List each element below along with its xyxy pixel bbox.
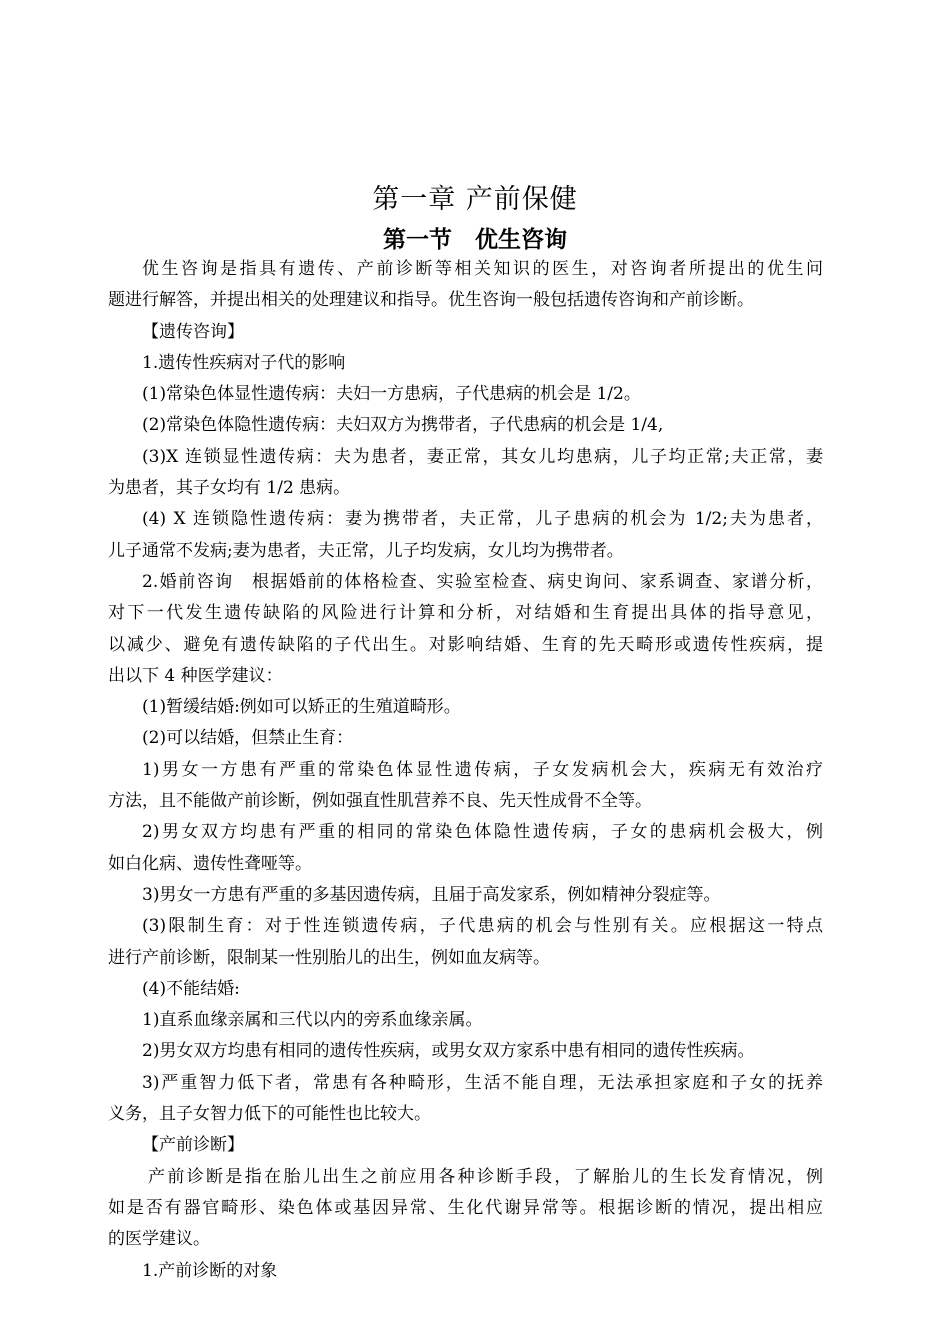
- text-line: (4)不能结婚:: [142, 978, 240, 999]
- chapter-title: 第一章 产前保健: [372, 184, 578, 215]
- text-line: 2)男女双方均患有相同的遗传性疾病，或男女双方家系中患有相同的遗传性疾病。: [142, 1041, 755, 1062]
- text-line: 优生咨询是指具有遗传、产前诊断等相关知识的医生，对咨询者所提出的优生问: [142, 259, 823, 279]
- text-line: 【产前诊断】: [142, 1135, 244, 1156]
- text-line: (1)暂缓结婚:例如可以矫正的生殖道畸形。: [142, 697, 461, 718]
- text-line: 2.婚前咨询 根据婚前的体格检查、实验室检查、病史询问、家系调查、家谱分析，: [142, 571, 823, 592]
- text-line: 题进行解答，并提出相关的处理建议和指导。优生咨询一般包括遗传咨询和产前诊断。: [108, 290, 754, 311]
- text-line: 1)男女一方患有严重的常染色体显性遗传病，子女发病机会大，疾病无有效治疗: [142, 759, 823, 780]
- text-line: 义务，且子女智力低下的可能性也比较大。: [108, 1104, 431, 1125]
- text-line: 如是否有器官畸形、染色体或基因异常、生化代谢异常等。根据诊断的情况，提出相应: [108, 1197, 823, 1218]
- text-line: (2)可以结婚，但禁止生育：: [142, 728, 354, 749]
- text-line: 产前诊断是指在胎儿出生之前应用各种诊断手段，了解胎儿的生长发育情况，例: [148, 1166, 823, 1187]
- text-line: 1.产前诊断的对象: [142, 1260, 278, 1281]
- text-line: 1.遗传性疾病对子代的影响: [142, 352, 346, 373]
- body-text: [108, 254, 823, 1287]
- text-line: (4) X 连锁隐性遗传病：妻为携带者，夫正常，儿子患病的机会为 1/2;夫为患者，: [142, 509, 823, 530]
- text-line: 儿子通常不发病;妻为患者，夫正常，儿子均发病，女儿均为携带者。: [108, 540, 624, 561]
- text-line: 1)直系血缘亲属和三代以内的旁系血缘亲属。: [142, 1010, 483, 1031]
- text-line: 的医学建议。: [108, 1229, 210, 1250]
- text-line: (2)常染色体隐性遗传病：夫妇双方为携带者，子代患病的机会是 1/4,: [142, 415, 664, 436]
- text-line: (3)限制生育：对于性连锁遗传病，子代患病的机会与性别有关。应根据这一特点: [142, 916, 823, 937]
- text-line: 以减少、避免有遗传缺陷的子代出生。对影响结婚、生育的先天畸形或遗传性疾病，提: [108, 634, 823, 655]
- text-line: 3)男女一方患有严重的多基因遗传病，且届于高发家系，例如精神分裂症等。: [142, 884, 721, 905]
- text-line: (1)常染色体显性遗传病：夫妇一方患病，子代患病的机会是 1/2。: [142, 384, 641, 405]
- text-line: 为患者，其子女均有 1/2 患病。: [108, 478, 351, 499]
- text-line: 出以下 4 种医学建议：: [108, 665, 283, 686]
- text-line: 【遗传咨询】: [142, 321, 244, 342]
- text-line: 如白化病、遗传性聋哑等。: [108, 853, 312, 874]
- text-line: 进行产前诊断，限制某一性别胎儿的出生，例如血友病等。: [108, 947, 550, 968]
- text-line: 2)男女双方均患有严重的相同的常染色体隐性遗传病，子女的患病机会极大，例: [142, 822, 823, 843]
- text-line: 方法，且不能做产前诊断，例如强直性肌营养不良、先天性成骨不全等。: [108, 791, 652, 812]
- text-line: (3)X 连锁显性遗传病：夫为患者，妻正常，其女儿均患病，儿子均正常;夫正常，妻: [142, 446, 823, 467]
- text-line: 对下一代发生遗传缺陷的风险进行计算和分析，对结婚和生育提出具体的指导意见，: [108, 603, 823, 624]
- section-title: 第一节 优生咨询: [383, 227, 567, 253]
- text-line: 3)严重智力低下者，常患有各种畸形，生活不能自理，无法承担家庭和子女的抚养: [142, 1072, 823, 1093]
